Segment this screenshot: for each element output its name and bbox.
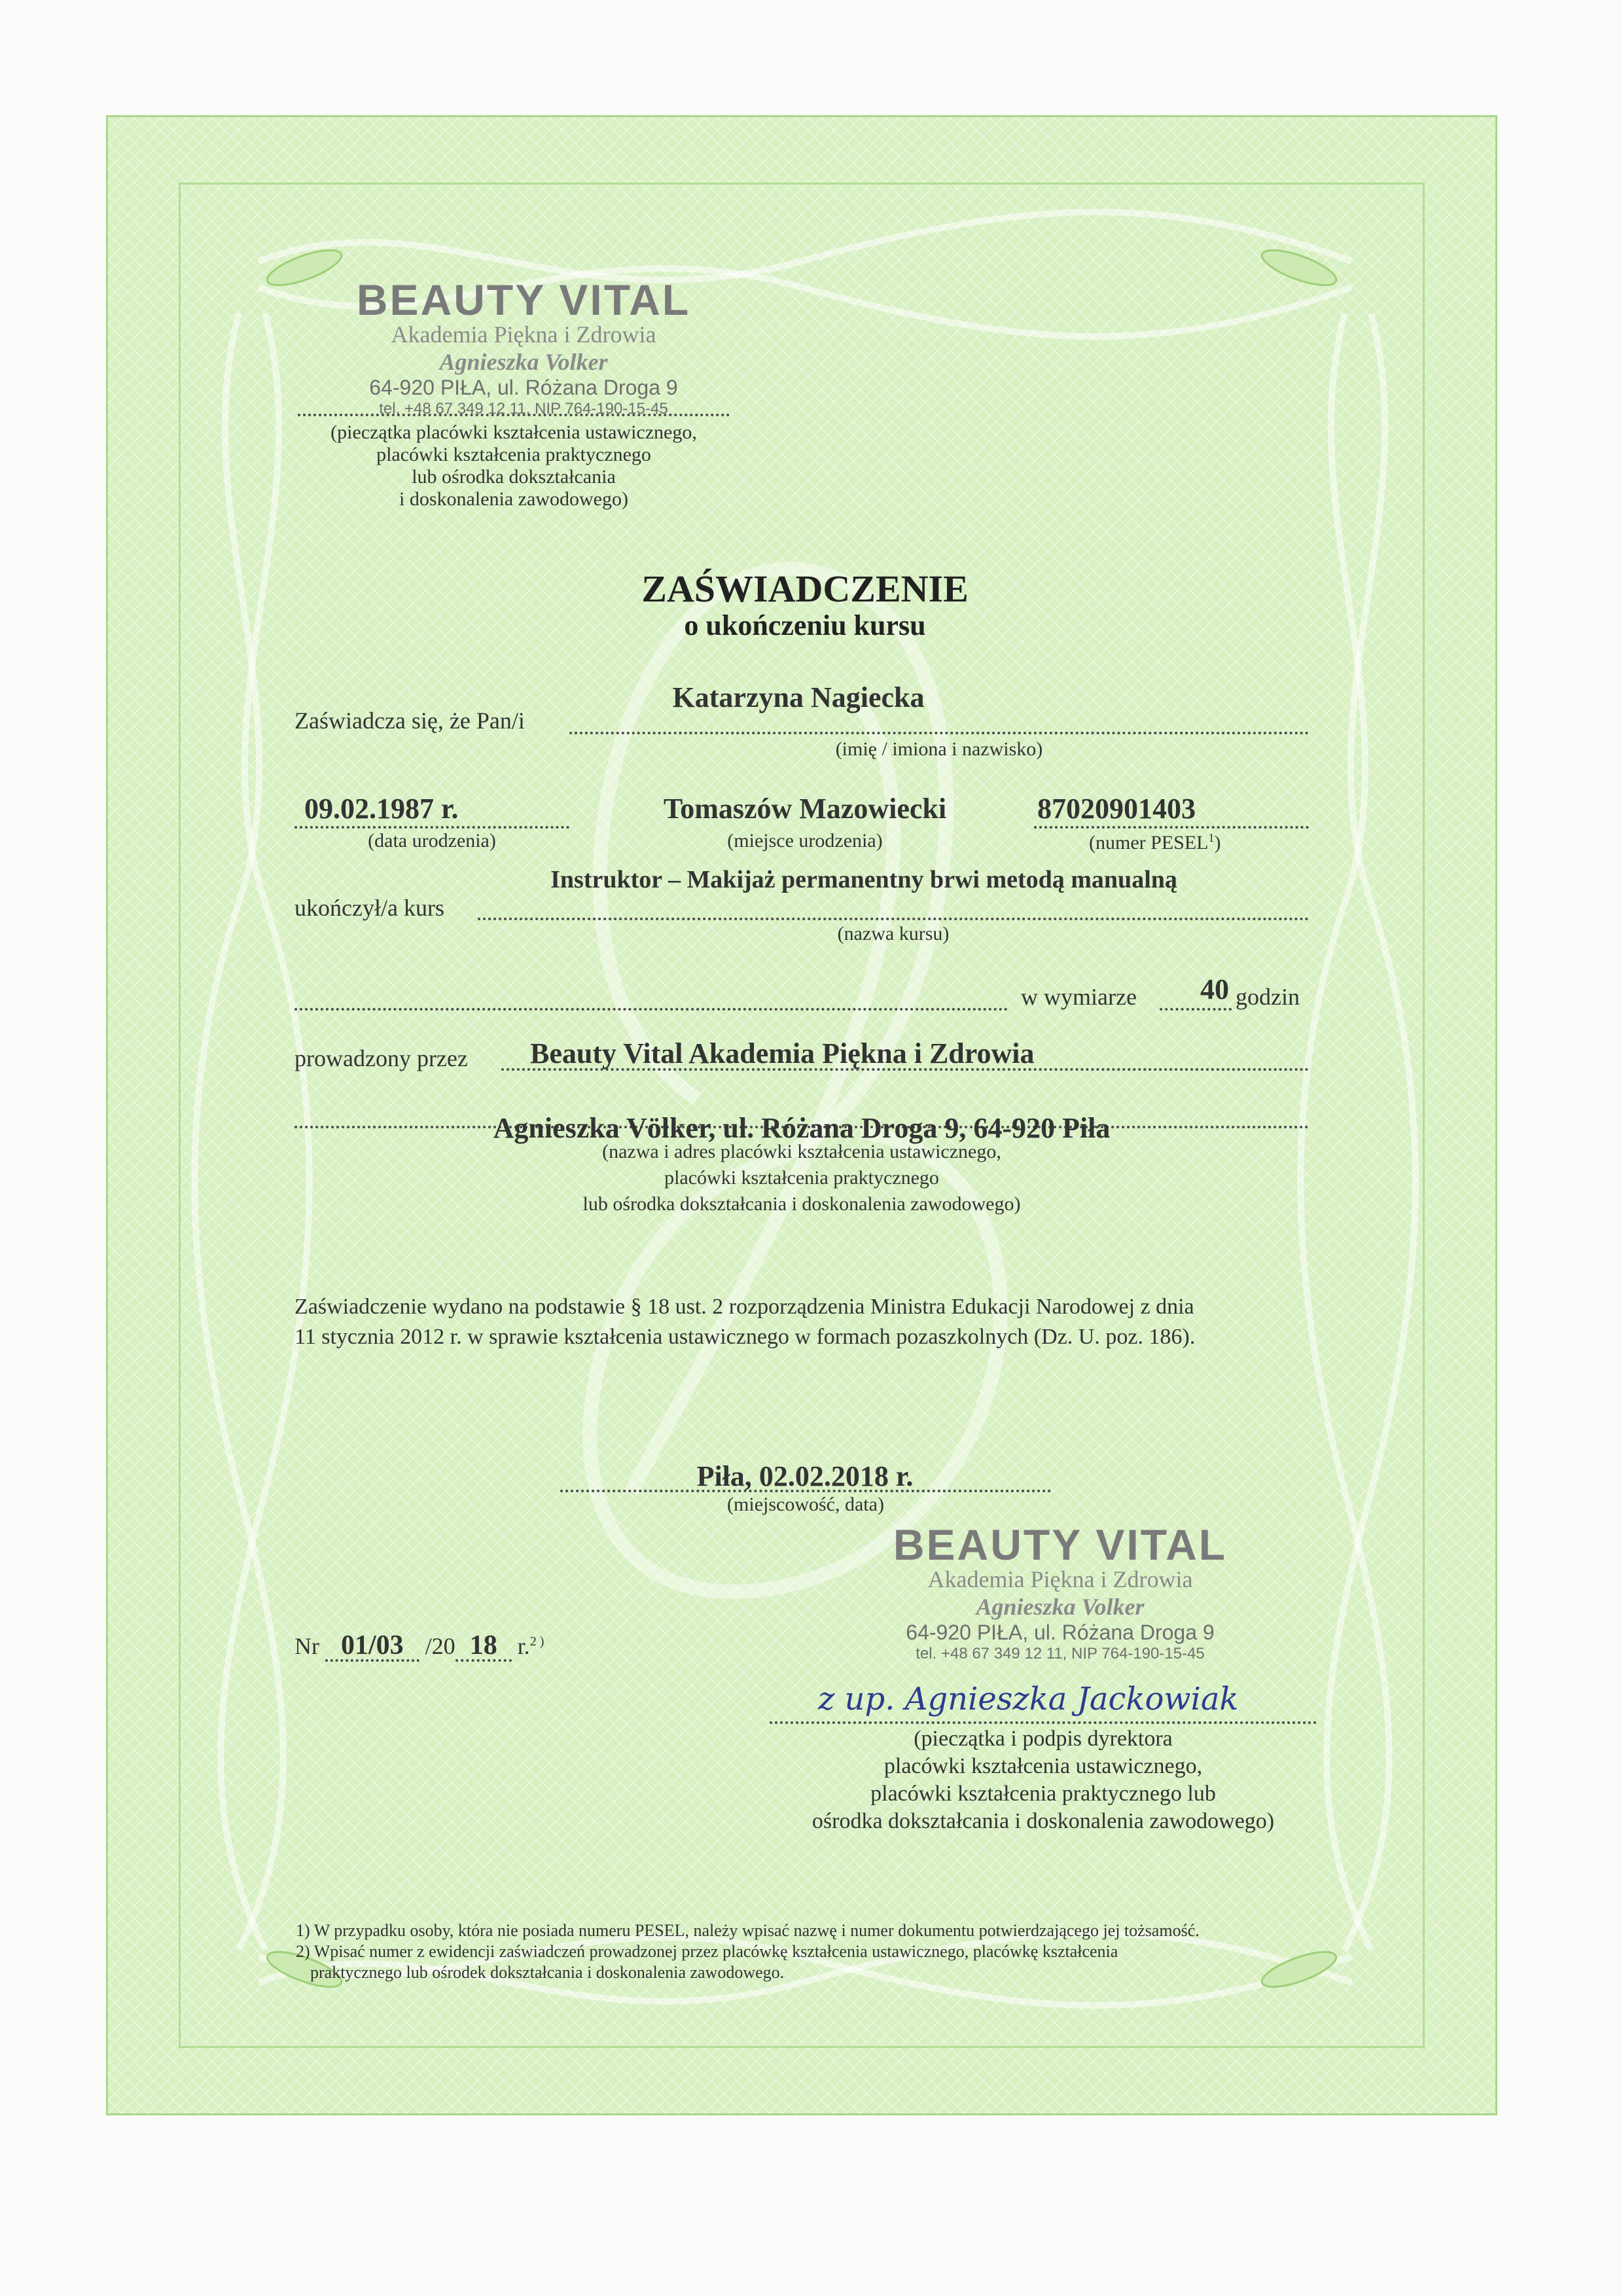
stamp-line: tel. +48 67 349 12 11, NIP 764-190-15-45: [379, 400, 668, 418]
caption-line: placówki kształcenia praktycznego: [376, 444, 651, 465]
course-caption: (nazwa kursu): [837, 923, 950, 944]
course-dotted-line: [478, 918, 1309, 920]
stamp-line: tel. +48 67 349 12 11, NIP 764-190-15-45: [916, 1645, 1205, 1662]
birth-place: Tomaszów Mazowiecki: [663, 793, 947, 825]
stamp-brand: BEAUTY VITAL: [893, 1520, 1228, 1569]
birth-place-caption: (miejsce urodzenia): [727, 830, 883, 852]
course-label: ukończył/a kurs: [294, 895, 444, 921]
place-date-caption: (miejscowość, data): [727, 1494, 884, 1515]
number-year: 18: [469, 1630, 497, 1660]
caption-line: placówki kształcenia ustawicznego,: [883, 1754, 1203, 1778]
footnote: 1) W przypadku osoby, która nie posiada numeru PESEL, należy wpisać nazwę i numer dokumentu potwierdzającego jej tożsamość.: [296, 1921, 1200, 1940]
stamp-caption: [298, 422, 730, 511]
stamp-line: 64-920 PIŁA, ul. Różana Droga 9: [906, 1621, 1215, 1644]
stamp-line: Akademia Piękna i Zdrowia: [927, 1566, 1193, 1592]
pesel-dotted-line: [1034, 826, 1309, 829]
caption-line: ośrodka dokształcania i doskonalenia zawodowego): [812, 1809, 1275, 1833]
birth-date-dotted-line: [294, 826, 569, 829]
legal-basis: [294, 1292, 1315, 1352]
legal-basis-line: Zaświadczenie wydano na podstawie § 18 ust. 2 rozporządzenia Ministra Edukacji Narodowej z dnia: [294, 1295, 1194, 1319]
hours-dotted-line: [1160, 1008, 1232, 1011]
signature-dotted-line: [770, 1721, 1317, 1724]
pesel-caption: [1089, 831, 1221, 854]
signature-handwriting: z up. Agnieszka Jackowiak: [818, 1681, 1239, 1717]
course-name: Instruktor – Makijaż permanentny brwi metodą manualną: [550, 866, 1177, 893]
stamp-line: Agnieszka Volker: [439, 349, 608, 375]
document-title: ZAŚWIADCZENIE: [641, 567, 969, 610]
number-value: 01/03: [341, 1630, 404, 1660]
institution-label: prowadzony przez: [294, 1045, 468, 1071]
caption-line: placówki kształcenia praktycznego: [664, 1167, 939, 1189]
document-subtitle: o ukończeniu kursu: [684, 609, 926, 641]
institution-caption: [294, 1139, 1309, 1217]
place-date: Piła, 02.02.2018 r.: [696, 1460, 914, 1492]
number-prefix: Nr: [294, 1633, 319, 1659]
institution-stamp-top: [314, 275, 733, 418]
stamp-line: 64-920 PIŁA, ul. Różana Droga 9: [369, 376, 678, 399]
birth-date: 09.02.1987 r.: [304, 793, 459, 825]
stamp-dotted-line: [298, 414, 730, 416]
stamp-line: Akademia Piękna i Zdrowia: [391, 321, 656, 348]
birth-date-caption: (data urodzenia): [368, 830, 496, 852]
number-year-prefix: /20: [425, 1633, 455, 1659]
hours-label: w wymiarze: [1021, 984, 1137, 1010]
caption-line: lub ośrodka dokształcania i doskonalenia zawodowego): [582, 1193, 1021, 1215]
institution-name: Beauty Vital Akademia Piękna i Zdrowia: [530, 1037, 1035, 1069]
caption-line: placówki kształcenia praktycznego lub: [870, 1782, 1216, 1806]
pesel-caption-text: (numer PESEL: [1089, 832, 1209, 853]
caption-line: (nazwa i adres placówki kształcenia ustawicznego,: [602, 1141, 1001, 1162]
number-suffix: r.: [517, 1633, 530, 1659]
signature-caption: [770, 1725, 1317, 1835]
name-caption: (imię / imiona i nazwisko): [835, 738, 1043, 760]
person-name: Katarzyna Nagiecka: [672, 681, 925, 713]
stamp-line: Agnieszka Volker: [976, 1594, 1145, 1620]
caption-line: (pieczątka i podpis dyrektora: [914, 1727, 1173, 1751]
caption-line: i doskonalenia zawodowego): [399, 488, 628, 510]
footnote: 2) Wpisać numer z ewidencji zaświadczeń prowadzonej przez placówkę kształcenia ustawicznego, placówkę kształcenia: [296, 1942, 1118, 1961]
pesel-caption-close: ): [1214, 832, 1221, 853]
caption-line: (pieczątka placówki kształcenia ustawicznego,: [330, 422, 697, 443]
institution-stamp-bottom: [851, 1520, 1270, 1663]
footnote: praktycznego lub ośrodek dokształcania i doskonalenia zawodowego.: [310, 1963, 785, 1982]
stamp-brand: BEAUTY VITAL: [356, 276, 691, 324]
institution-address: Agnieszka Völker, ul. Różana Droga 9, 64-920 Piła: [493, 1112, 1111, 1144]
footnote-mark: 1: [1208, 831, 1215, 844]
footnote-mark: 2 ): [529, 1634, 544, 1649]
hours-unit: godzin: [1236, 984, 1300, 1010]
name-dotted-line: [569, 732, 1309, 734]
legal-basis-line: 11 stycznia 2012 r. w sprawie kształcenia ustawicznego w formach pozaszkolnych (Dz. U. poz. 186).: [294, 1325, 1196, 1349]
course-hours: 40: [1200, 973, 1229, 1005]
caption-line: lub ośrodka dokształcania: [412, 466, 616, 488]
certificate-number: [294, 1630, 544, 1661]
pesel-number: 87020901403: [1037, 793, 1196, 825]
course-continuation-dotted-line: [294, 1008, 1008, 1011]
person-label: Zaświadcza się, że Pan/i: [294, 708, 525, 734]
footnotes: [296, 1920, 1330, 1983]
place-date-dotted-line: [560, 1490, 1051, 1492]
institution-dotted-line: [501, 1068, 1309, 1071]
